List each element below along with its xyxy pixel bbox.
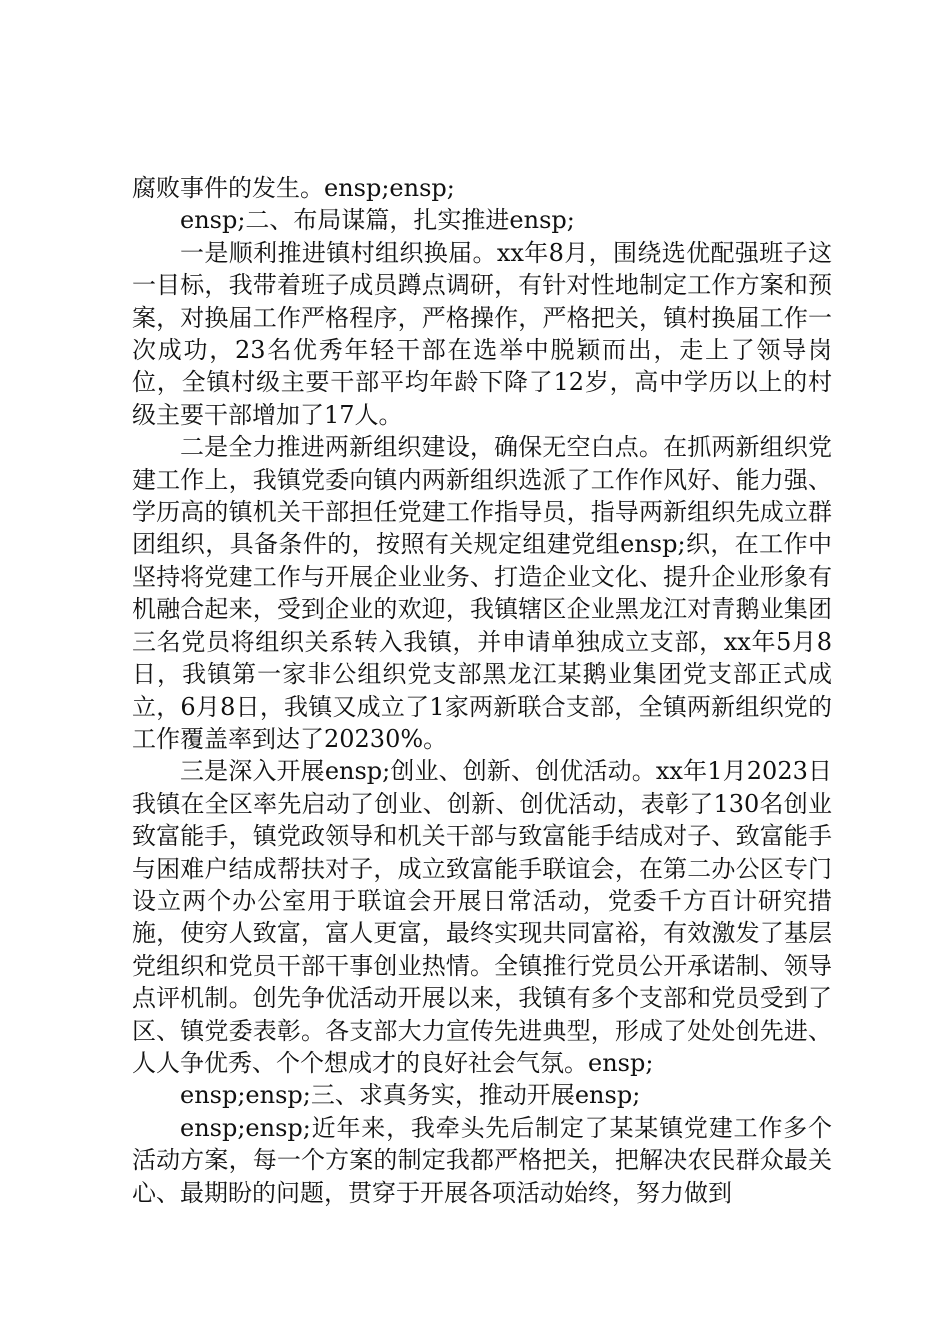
paragraph-5: 三是深入开展ensp;创业、创新、创优活动。xx年1月2023日我镇在全区率先启动了创业、创新、创优活动，表彰了130名创业致富能手，镇党政领导和机关干部与致富能手结成对子、致富能手与困难户结成帮扶对子，成立致富能手联谊会，在第二办公区专门设立两个办公室用于联谊会开展日常活动，党委千方百计研究措施，使穷人致富，富人更富，最终实现共同富裕，有效激发了基层党组织和党员干部干事创业热情。全镇推行党员公开承诺制、领导点评机制。创先争优活动开展以来，我镇有多个支部和党员受到了区、镇党委表彰。各支部大力宣传先进典型，形成了处处创先进、人人争优秀、个个想成才的良好社会气氛。ensp; (132, 757, 832, 1077)
section-heading-2: ensp;二、布局谋篇，扎实推进ensp; (180, 206, 575, 235)
paragraph-7: ensp;ensp;近年来，我牵头先后制定了某某镇党建工作多个活动方案，每一个方案的制定我都严格把关，把解决农民群众最关心、最期盼的问题，贯穿于开展各项活动始终，努力做到 (132, 1113, 832, 1207)
paragraph-4: 二是全力推进两新组织建设，确保无空白点。在抓两新组织党建工作上，我镇党委向镇内两新组织选派了工作作风好、能力强、学历高的镇机关干部担任党建工作指导员，指导两新组织先成立群团组织，具备条件的，按照有关规定组建党组ensp;织，在工作中坚持将党建工作与开展企业业务、打造企业文化、提升企业形象有机融合起来，受到企业的欢迎，我镇辖区企业黑龙江对青鹅业集团三名党员将组织关系转入我镇，并申请单独成立支部，xx年5月8日，我镇第一家非公组织党支部黑龙江某鹅业集团党支部正式成立，6月8日，我镇又成立了1家两新联合支部，全镇两新组织党的工作覆盖率到达了20230%。 (132, 433, 832, 753)
paragraph-1: 腐败事件的发生。ensp;ensp; (132, 174, 455, 202)
paragraph-3: 一是顺利推进镇村组织换届。xx年8月，围绕选优配强班子这一目标，我带着班子成员蹲点调研，有针对性地制定工作方案和预案，对换届工作严格程序，严格操作，严格把关，镇村换届工作一次成功，23名优秀年轻干部在选举中脱颖而出，走上了领导岗位，全镇村级主要干部平均年龄下降了12岁，高中学历以上的村级主要干部增加了17人。 (132, 238, 832, 429)
document-body (132, 172, 832, 1209)
section-heading-3: ensp;ensp;三、求真务实，推动开展ensp; (180, 1081, 641, 1110)
